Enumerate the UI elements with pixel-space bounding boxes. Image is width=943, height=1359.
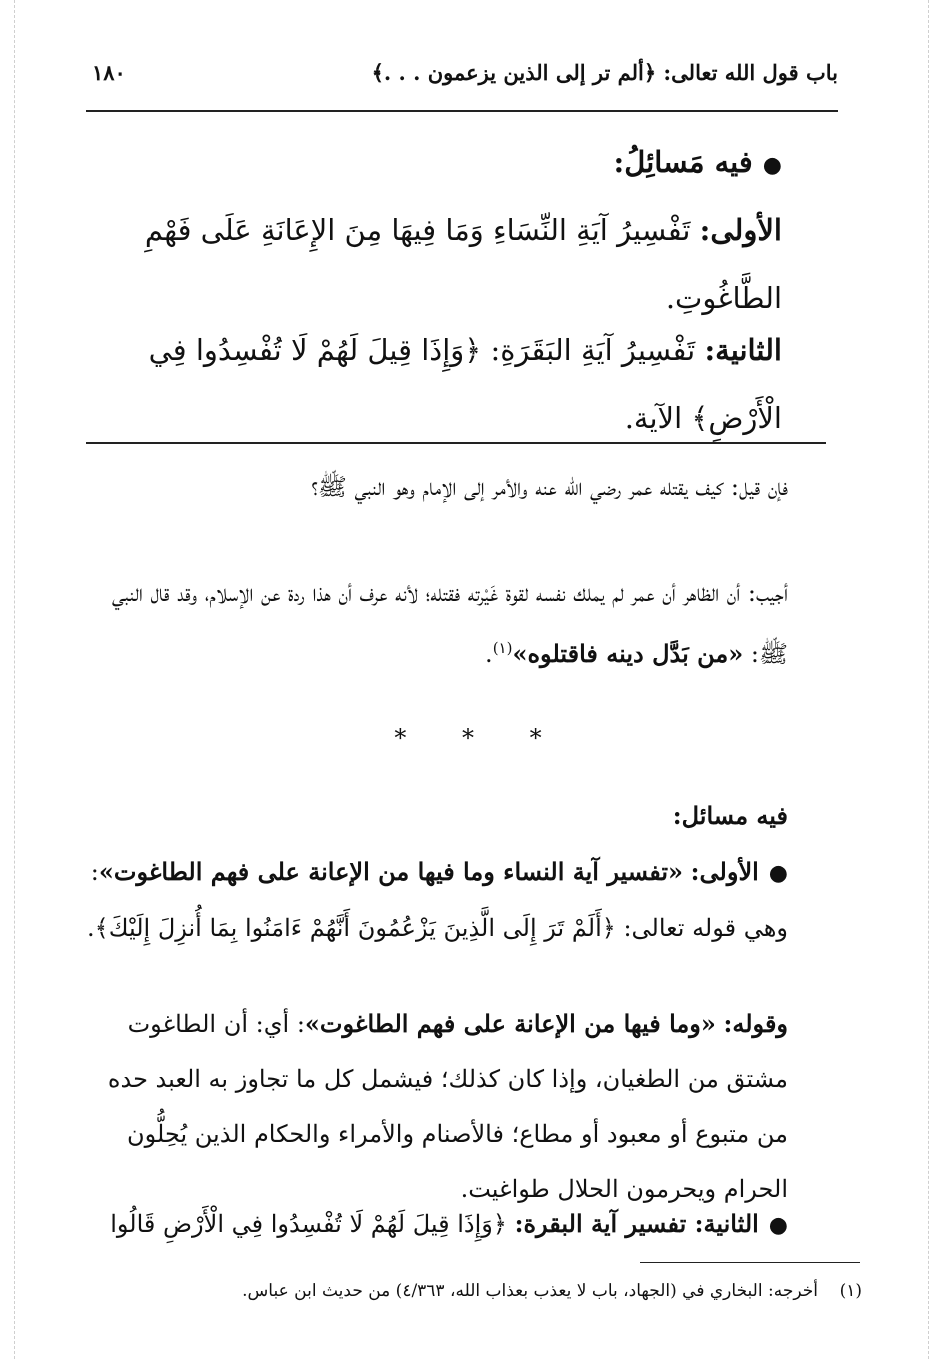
third-label: الثانية: تفسير آية البقرة: <box>514 1209 759 1238</box>
answer-end: . <box>485 640 493 668</box>
section-divider-stars: * * * <box>394 724 566 752</box>
masail-first-text: تَفْسِيرُ آيَةِ النِّسَاءِ وَمَا فِيهَا مِنَ الإِعَانَةِ عَلَى فَهْمِ الطَّاغُوتِ. <box>144 213 782 315</box>
chapter-title: باب قول الله تعالى: ﴿ألم تر إلى الذين يزعمون . . .﴾ <box>371 60 838 85</box>
running-header <box>86 56 838 100</box>
page-edge-guide <box>928 0 929 1359</box>
header-rule <box>86 110 838 112</box>
footnote <box>86 1278 862 1304</box>
masail-second <box>80 316 782 452</box>
section-rule <box>86 442 826 444</box>
second-quote: «وما فيها من الإعانة على فهم الطاغوت» <box>304 1009 716 1038</box>
second-label: وقوله: <box>723 1009 788 1038</box>
masail-first <box>80 196 782 332</box>
commentary-answer <box>86 566 788 682</box>
answer-text: أجيب: أن الظاهر أن عمر لم يملك نفسه لقوة غَيْرته فقتله؛ لأنه عرف أن هذا ردة عن الإسلام، وقد قال النبي ﷺ: <box>111 579 788 668</box>
commentary-heading: فيه مسائل: <box>672 801 788 830</box>
bullet-icon: ● <box>762 153 782 178</box>
footnote-ref: (١) <box>492 639 513 657</box>
commentary-question: فإن قيل: كيف يقتله عمر رضي الله عنه والأمر إلى الإمام وهو النبي ﷺ؟ <box>311 473 788 501</box>
commentary-second <box>86 996 788 1217</box>
bullet-icon: ● <box>768 1213 788 1238</box>
footnote-rule <box>640 1262 860 1263</box>
masail-second-label: الثانية: <box>704 333 782 367</box>
masail-first-label: الأولى: <box>699 213 782 247</box>
footnote-marker: (١) <box>839 1281 862 1301</box>
first-label: الأولى: <box>690 857 759 886</box>
commentary-first <box>86 844 788 956</box>
masail-second-text: تَفْسِيرُ آيَةِ البَقَرَةِ: ﴿وَإِذَا قِيلَ لَهُمْ لَا تُفْسِدُوا فِي الْأَرْضِ﴾ الآية. <box>148 333 782 435</box>
page-edge-guide <box>14 0 15 1359</box>
commentary-third <box>86 1196 788 1253</box>
masail-heading: ●فيه مَسائِلُ: <box>613 145 782 179</box>
second-text: : أي: أن الطاغوت مشتق من الطغيان، وإذا كان كذلك؛ فيشمل كل ما تجاوز به العبد حده من متبوع أو معبود أو مطاع؛ فالأصنام والأمراء والحكام الذين يُحِلُّون الحرام ويحرمون الحلال طواغيت. <box>107 1010 788 1203</box>
hadith-quote: «من بَدَّل دينه فاقتلوه» <box>512 639 744 668</box>
footnote-text: أخرجه: البخاري في (الجهاد، باب لا يعذب بعذاب الله، ٤/٣٦٣) من حديث ابن عباس. <box>242 1281 818 1301</box>
first-quote: «تفسير آية النساء وما فيها من الإعانة على فهم الطاغوت» <box>98 857 684 886</box>
bullet-icon: ● <box>768 861 788 886</box>
third-text: ﴿وَإِذَا قِيلَ لَهُمْ لَا تُفْسِدُوا فِي الْأَرْضِ قَالُوا <box>110 1210 507 1238</box>
first-text: : وهي قوله تعالى: ﴿أَلَمْ تَرَ إِلَى الَّذِينَ يَزْعُمُونَ أَنَّهُمْ ءَامَنُوا بِمَا أُنزِلَ إِلَيْكَ﴾. <box>87 858 788 942</box>
page-number: ١٨٠ <box>92 60 126 85</box>
